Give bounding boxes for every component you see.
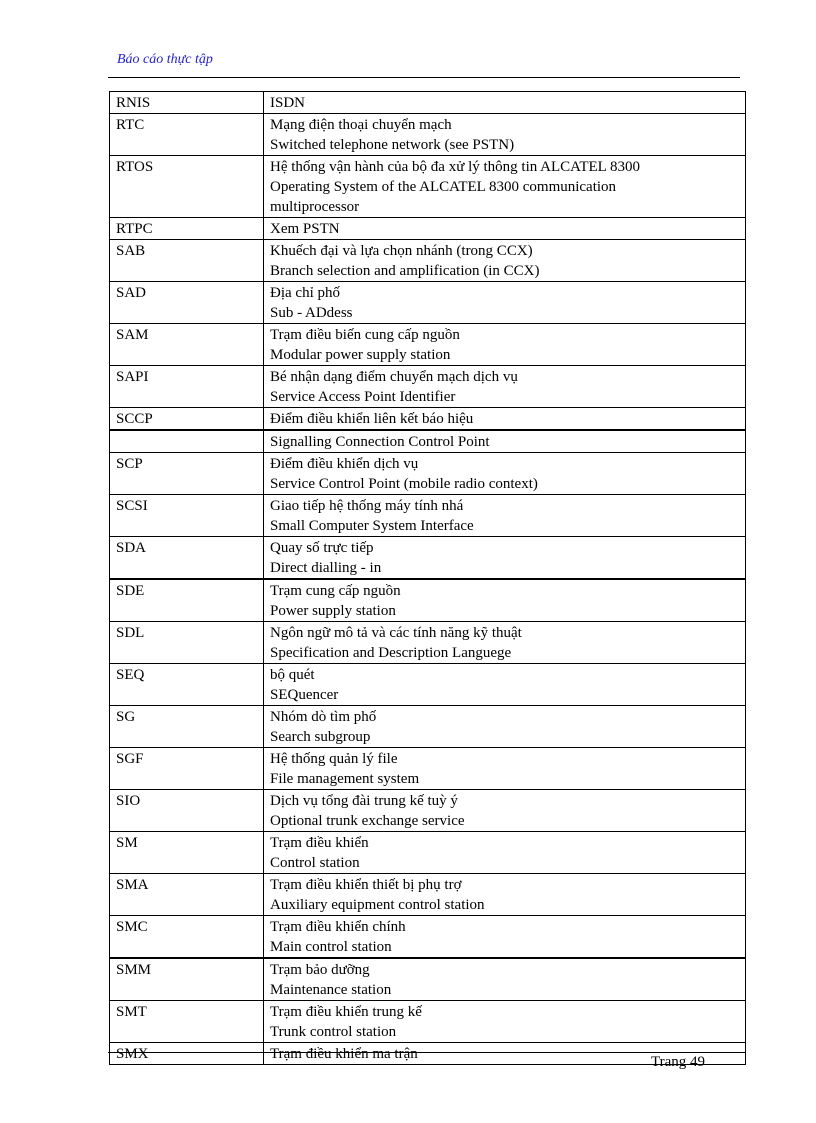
abbreviation-cell: SCP xyxy=(110,453,264,495)
table-row xyxy=(110,664,746,706)
table-row xyxy=(110,366,746,408)
abbreviation-cell: SCCP xyxy=(110,408,264,431)
definition-cell xyxy=(264,664,746,706)
definition-line: Branch selection and amplification (in CCX) xyxy=(270,263,540,279)
definition-line: Control station xyxy=(270,855,360,871)
definition-line: Direct dialling - in xyxy=(270,560,382,576)
definition-line: Switched telephone network (see PSTN) xyxy=(270,137,515,153)
definition-cell xyxy=(264,366,746,408)
table-row xyxy=(110,790,746,832)
glossary-table xyxy=(109,91,746,1065)
table-row xyxy=(110,408,746,431)
definition-line: Ngôn ngữ mô tả và các tính năng kỹ thuật xyxy=(270,625,522,641)
table-row xyxy=(110,916,746,959)
abbreviation-cell: SDL xyxy=(110,622,264,664)
definition-line: Auxiliary equipment control station xyxy=(270,897,485,913)
header-divider xyxy=(108,77,740,78)
definition-line: ISDN xyxy=(270,95,306,111)
definition-line: Main control station xyxy=(270,939,392,955)
footer-divider xyxy=(108,1052,746,1053)
abbreviation-cell: SGF xyxy=(110,748,264,790)
abbreviation-cell: SMA xyxy=(110,874,264,916)
definition-line: File management system xyxy=(270,771,420,787)
definition-line: Hệ thống quản lý file xyxy=(270,751,398,767)
definition-line: Optional trunk exchange service xyxy=(270,813,465,829)
abbreviation-cell: RNIS xyxy=(110,92,264,114)
table-row xyxy=(110,324,746,366)
abbreviation-cell xyxy=(110,430,264,453)
abbreviation-cell: SCSI xyxy=(110,495,264,537)
definition-line: Specification and Description Languege xyxy=(270,645,512,661)
definition-line: Trunk control station xyxy=(270,1024,397,1040)
definition-cell xyxy=(264,1001,746,1043)
table-row xyxy=(110,453,746,495)
definition-line: Trạm điều khiển ma trận xyxy=(270,1046,418,1062)
abbreviation-cell: SMM xyxy=(110,958,264,1001)
abbreviation-cell: SMT xyxy=(110,1001,264,1043)
definition-line: Power supply station xyxy=(270,603,396,619)
definition-cell xyxy=(264,324,746,366)
definition-line: Trạm bảo dưỡng xyxy=(270,962,370,978)
abbreviation-cell: SAD xyxy=(110,282,264,324)
definition-cell xyxy=(264,156,746,218)
definition-cell xyxy=(264,790,746,832)
table-row xyxy=(110,748,746,790)
definition-line: Dịch vụ tổng đài trung kế tuỳ ý xyxy=(270,793,458,809)
abbreviation-cell: SAPI xyxy=(110,366,264,408)
definition-cell xyxy=(264,282,746,324)
definition-cell xyxy=(264,92,746,114)
table-row xyxy=(110,537,746,580)
definition-line: Signalling Connection Control Point xyxy=(270,434,490,450)
definition-cell xyxy=(264,832,746,874)
definition-line: Địa chỉ phố xyxy=(270,285,340,301)
definition-line: bộ quét xyxy=(270,667,315,683)
definition-line: multiprocessor xyxy=(270,199,360,215)
definition-line: Bé nhận dạng điểm chuyển mạch dịch vụ xyxy=(270,369,518,385)
definition-line: Trạm điều khiển thiết bị phụ trợ xyxy=(270,877,462,893)
abbreviation-cell: SM xyxy=(110,832,264,874)
table-row xyxy=(110,430,746,453)
abbreviation-cell: SDA xyxy=(110,537,264,580)
definition-line: Hệ thống vận hành của bộ đa xử lý thông tin ALCATEL 8300 xyxy=(270,159,641,175)
definition-cell xyxy=(264,748,746,790)
table-row xyxy=(110,706,746,748)
definition-line: Small Computer System Interface xyxy=(270,518,474,534)
definition-line: Quay số trực tiếp xyxy=(270,540,374,556)
page-number: Trang 49 xyxy=(651,1054,706,1070)
definition-cell xyxy=(264,495,746,537)
table-row xyxy=(110,240,746,282)
glossary-body xyxy=(110,92,746,1065)
definition-cell xyxy=(264,916,746,959)
definition-line: Operating System of the ALCATEL 8300 communication xyxy=(270,179,617,195)
table-row xyxy=(110,218,746,240)
abbreviation-cell: SIO xyxy=(110,790,264,832)
table-row xyxy=(110,874,746,916)
table-row xyxy=(110,156,746,218)
definition-line: Maintenance station xyxy=(270,982,392,998)
definition-line: Service Control Point (mobile radio context) xyxy=(270,476,538,492)
definition-cell xyxy=(264,218,746,240)
definition-line: Trạm điều khiển xyxy=(270,835,369,851)
table-row xyxy=(110,1001,746,1043)
abbreviation-cell: SDE xyxy=(110,579,264,622)
definition-cell xyxy=(264,114,746,156)
abbreviation-cell: SMC xyxy=(110,916,264,959)
table-row xyxy=(110,92,746,114)
definition-cell xyxy=(264,579,746,622)
abbreviation-cell: RTPC xyxy=(110,218,264,240)
abbreviation-cell: SAB xyxy=(110,240,264,282)
definition-line: Trạm điều biến cung cấp nguồn xyxy=(270,327,460,343)
abbreviation-cell: SG xyxy=(110,706,264,748)
definition-line: Khuếch đại và lựa chọn nhánh (trong CCX) xyxy=(270,243,533,259)
definition-line: Search subgroup xyxy=(270,729,371,745)
table-row xyxy=(110,832,746,874)
definition-line: Trạm cung cấp nguồn xyxy=(270,583,401,599)
abbreviation-cell: SMX xyxy=(110,1043,264,1065)
definition-cell xyxy=(264,874,746,916)
definition-cell xyxy=(264,240,746,282)
definition-line: Sub - ADdess xyxy=(270,305,353,321)
table-row xyxy=(110,958,746,1001)
definition-line: Modular power supply station xyxy=(270,347,451,363)
definition-cell xyxy=(264,622,746,664)
table-row xyxy=(110,114,746,156)
definition-line: Nhóm dò tìm phố xyxy=(270,709,377,725)
definition-line: Trạm điều khiển chính xyxy=(270,919,406,935)
definition-cell xyxy=(264,453,746,495)
abbreviation-cell: RTOS xyxy=(110,156,264,218)
abbreviation-cell: RTC xyxy=(110,114,264,156)
header-title: Báo cáo thực tập xyxy=(117,52,213,67)
table-row xyxy=(110,495,746,537)
definition-line: Điểm điều khiển dịch vụ xyxy=(270,456,419,472)
definition-line: SEQuencer xyxy=(270,687,339,703)
definition-cell xyxy=(264,408,746,431)
definition-line: Trạm điều khiển trung kế xyxy=(270,1004,422,1020)
abbreviation-cell: SEQ xyxy=(110,664,264,706)
table-row xyxy=(110,579,746,622)
definition-cell xyxy=(264,537,746,580)
abbreviation-cell: SAM xyxy=(110,324,264,366)
definition-cell xyxy=(264,430,746,453)
definition-line: Xem PSTN xyxy=(270,221,340,237)
definition-line: Service Access Point Identifier xyxy=(270,389,456,405)
definition-cell xyxy=(264,706,746,748)
table-row xyxy=(110,622,746,664)
table-row xyxy=(110,282,746,324)
definition-cell xyxy=(264,958,746,1001)
definition-line: Giao tiếp hệ thống máy tính nhá xyxy=(270,498,464,514)
definition-line: Điểm điều khiển liên kết báo hiệu xyxy=(270,411,474,427)
definition-line: Mạng điện thoại chuyển mạch xyxy=(270,117,452,133)
